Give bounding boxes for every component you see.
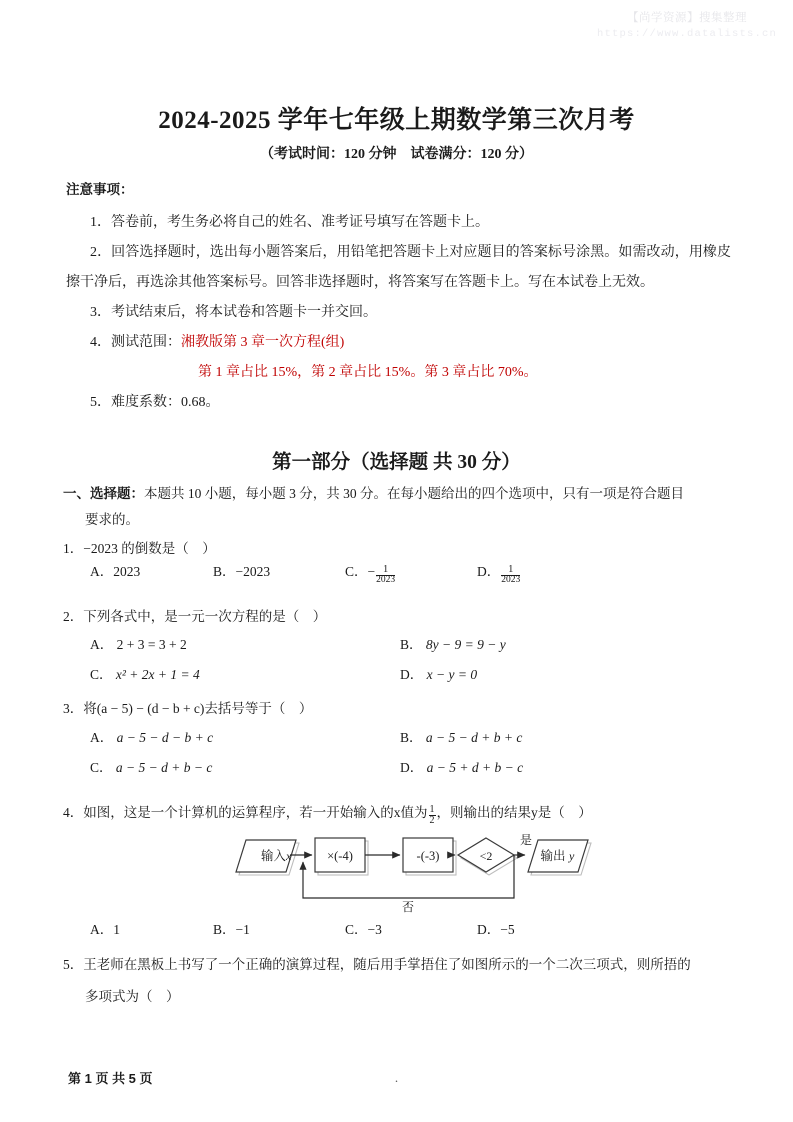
notice-heading: 注意事项： bbox=[66, 182, 134, 197]
question-2-text: 下列各式中，是一元一次方程的是（ bbox=[83, 609, 300, 624]
question-5-stem bbox=[63, 952, 735, 977]
question-4-text-end: ） bbox=[578, 805, 592, 820]
footer-center-mark: . bbox=[394, 1070, 399, 1085]
step1-node-label: ×(-4) bbox=[327, 849, 353, 863]
question-4-option-c[interactable]: C．−3 bbox=[345, 922, 382, 937]
option-row bbox=[63, 726, 735, 756]
step2-node-label: -(-3) bbox=[416, 849, 440, 863]
option-row bbox=[63, 560, 735, 590]
notice-item-difficulty: 5．难度系数：0.68。 bbox=[90, 395, 220, 410]
question-2-option-d[interactable]: D． x − y = 0 bbox=[400, 667, 478, 682]
watermark-source-line: 【尚学资源】搜集整理 bbox=[626, 12, 747, 24]
notice-item: 3．考试结束后，将本试卷和答题卡一并交回。 bbox=[90, 305, 377, 320]
question-5-text-end: ） bbox=[166, 989, 180, 1004]
part-one-title: 第一部分（选择题 共 30 分） bbox=[272, 452, 521, 473]
question-1-text: −2023 的倒数是（ bbox=[83, 541, 189, 556]
output-node-var: y bbox=[569, 849, 575, 863]
question-4-option-a[interactable]: A．1 bbox=[90, 922, 120, 937]
notice-scope-label: 4．测试范围： bbox=[90, 335, 181, 350]
question-3-option-d[interactable]: D． a − 5 + d + b − c bbox=[400, 760, 524, 775]
notice-scope-weights-row bbox=[66, 358, 731, 388]
question-4-number: 4． bbox=[63, 805, 84, 820]
question-2-option-a[interactable]: A． 2 + 3 = 3 + 2 bbox=[90, 637, 187, 652]
question-1-option-a[interactable]: A．2023 bbox=[90, 564, 141, 579]
question-4-option-b[interactable]: B．−1 bbox=[213, 922, 250, 937]
fraction-1-over-2023: $\frac{1}{2023}$ bbox=[501, 563, 521, 585]
question-1-options bbox=[63, 560, 735, 590]
fraction-1-over-2023: $\frac{1}{2023}$ bbox=[376, 563, 396, 585]
watermark bbox=[597, 10, 777, 42]
question-5-text-line2: 多项式为（ bbox=[85, 989, 153, 1004]
notice-item: 1．答卷前，考生务必将自己的姓名、准考证号填写在答题卡上。 bbox=[90, 215, 489, 230]
notice-item: 2．回答选择题时，选出每小题答案后，用铅笔把答题卡上对应题目的答案标号涂黑。如需改动，用橡皮擦干净后，再选涂其他答案标号。回答非选择题时，将答案写在答题卡上。写在本试卷上无效。 bbox=[66, 245, 731, 290]
notice-list bbox=[66, 208, 731, 418]
question-3-option-b[interactable]: B． a − 5 − d + b + c bbox=[400, 730, 523, 745]
question-4-option-d[interactable]: D．−5 bbox=[477, 922, 515, 937]
question-2-stem bbox=[63, 604, 735, 629]
footer-page-number: 第 1 页 共 5 页 bbox=[68, 1071, 153, 1086]
question-1-option-c[interactable]: C．− $\frac{1}{2023}$ bbox=[345, 563, 396, 585]
question-1-stem bbox=[63, 536, 735, 561]
notice-scope-value: 湘教版第 3 章一次方程(组) bbox=[181, 335, 345, 350]
question-3-number: 3． bbox=[63, 701, 84, 716]
notice-item-scope bbox=[66, 328, 731, 358]
decision-node-label: <2 bbox=[479, 849, 493, 863]
question-4-flowchart bbox=[228, 832, 575, 914]
question-3-text: 将(a − 5) − (d − b + c)去括号等于（ bbox=[83, 701, 286, 716]
question-4-stem bbox=[63, 800, 735, 826]
page-title: 2024-2025 学年七年级上期数学第三次月考 bbox=[158, 107, 635, 134]
question-2-number: 2． bbox=[63, 609, 84, 624]
question-3-text-end: ） bbox=[298, 701, 313, 716]
section-intro-text-line2: 要求的。 bbox=[85, 512, 139, 527]
watermark-url-line: https://www.datalists.cn bbox=[596, 27, 777, 40]
question-1-option-b[interactable]: B．−2023 bbox=[213, 564, 271, 579]
exam-info-line: （考试时间：120 分钟 试卷满分：120 分） bbox=[260, 147, 533, 162]
section-intro bbox=[63, 481, 731, 533]
question-3-option-a[interactable]: A． a − 5 − d − b + c bbox=[90, 730, 214, 745]
question-3-option-c[interactable]: C． a − 5 − d + b − c bbox=[90, 760, 213, 775]
yes-branch-label: 是 bbox=[520, 833, 533, 847]
notice-scope-weights: 第 1 章占比 15%，第 2 章占比 15%。第 3 章占比 70%。 bbox=[198, 365, 538, 380]
question-4-text-mid: ，则输出的结果y是（ bbox=[436, 805, 565, 820]
option-row bbox=[63, 663, 735, 693]
question-1-option-d[interactable]: D． $\frac{1}{2023}$ bbox=[477, 563, 521, 585]
input-node-var: x bbox=[286, 849, 292, 863]
question-3-options bbox=[63, 726, 735, 786]
question-2-option-b[interactable]: B． 8y − 9 = 9 − y bbox=[400, 637, 506, 652]
question-3-stem bbox=[63, 696, 735, 721]
question-5-number: 5． bbox=[63, 957, 84, 972]
question-2-options bbox=[63, 633, 735, 693]
question-5-stem-line2 bbox=[85, 984, 757, 1009]
section-intro-label: 一、选择题： bbox=[63, 486, 144, 501]
question-2-text-end: ） bbox=[312, 609, 327, 624]
question-1-text-end: ） bbox=[202, 541, 216, 556]
question-4-text: 如图，这是一个计算机的运算程序，若一开始输入的x值为 bbox=[83, 805, 428, 820]
section-intro-text: 本题共 10 小题，每小题 3 分，共 30 分。在每小题给出的四个选项中，只有一项是符合题目 bbox=[144, 486, 684, 501]
output-node-label: 输出 bbox=[540, 849, 566, 863]
question-5-text: 王老师在黑板上书写了一个正确的演算过程，随后用手掌捂住了如图所示的一个二次三项式，则所捂的 bbox=[83, 957, 691, 972]
input-node-label: 输入 bbox=[261, 849, 287, 863]
question-2-option-c[interactable]: C． x² + 2x + 1 = 4 bbox=[90, 667, 200, 682]
fraction-1-over-2: $\frac{1}{2}$ bbox=[429, 804, 435, 827]
option-row bbox=[63, 633, 735, 663]
option-row bbox=[63, 918, 735, 948]
no-branch-label: 否 bbox=[401, 900, 415, 914]
option-row bbox=[63, 756, 735, 786]
question-4-options bbox=[63, 918, 735, 948]
question-1-number: 1． bbox=[63, 541, 84, 556]
